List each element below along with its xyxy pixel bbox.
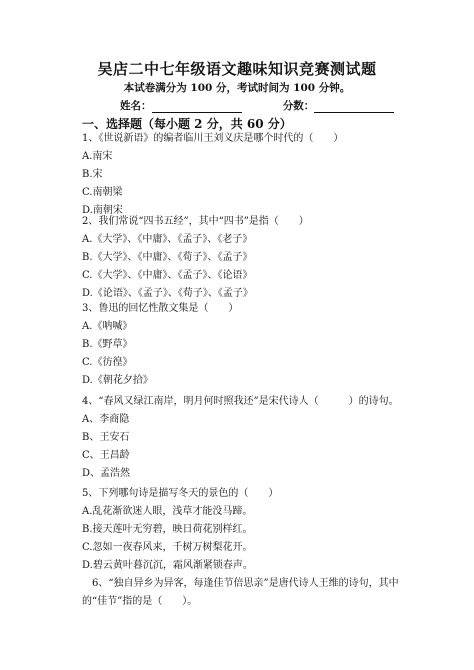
score-blank: [314, 101, 394, 113]
question-stem: 2、我们常说“四书五经”，其中“四书”是指（ ）: [82, 216, 309, 227]
question-stem: 1、《世说新语》的编者临川王刘义庆是哪个时代的（ ）: [82, 133, 344, 144]
question-4: [82, 393, 399, 483]
option-b: B、王安石: [82, 432, 130, 443]
question-6: [82, 575, 422, 611]
student-info-row: [120, 98, 394, 113]
option-b: B.接天莲叶无穷碧，映日荷花别样红。: [82, 524, 253, 535]
exam-subtitle: 本试卷满分为 100 分，考试时间为 100 分钟。: [123, 82, 351, 94]
option-a: A.南宋: [82, 151, 113, 162]
option-c: C.忽如一夜春风来，千树万树梨花开。: [82, 542, 253, 553]
option-c: C.《大学》、《中庸》、《孟子》、《论语》: [82, 270, 253, 281]
option-d: D.碧云黄叶暮沉沉，霜风渐紧锁春声。: [82, 560, 253, 571]
option-d: D、孟浩然: [82, 468, 131, 479]
name-label: 姓名：: [120, 100, 152, 112]
option-d: D.《朝花夕拾》: [82, 375, 153, 386]
name-blank: [152, 101, 242, 113]
option-c: C.《彷徨》: [82, 357, 133, 368]
question-3: [82, 300, 238, 390]
question-2: [82, 213, 309, 303]
option-b: B.《大学》、《中庸》、《荀子》、《孟子》: [82, 252, 253, 263]
option-d: D.南朝宋: [82, 205, 123, 216]
question-stem: 5、下列哪句诗是描写冬天的景色的（ ）: [82, 488, 279, 499]
option-b: B.宋: [82, 169, 103, 180]
exam-title: 吴店二中七年级语文趣味知识竞赛测试题: [97, 60, 377, 78]
question-1: [82, 130, 343, 220]
option-b: B.《野草》: [82, 339, 133, 350]
section-title: 一、选择题（每小题 2 分，共 60 分）: [82, 117, 292, 131]
option-a: A.乱花渐欲迷人眼，浅草才能没马蹄。: [82, 506, 253, 517]
question-stem: 6、“独自异乡为异客，每逢佳节倍思亲”是唐代诗人王维的诗句，其中的“佳节”指的是（ ）。: [82, 578, 399, 607]
option-c: C、王昌龄: [82, 450, 130, 461]
option-a: A.《大学》、《中庸》、《孟子》、《老子》: [82, 234, 253, 245]
question-stem: 4、“春风又绿江南岸，明月何时照我还”是宋代诗人（ ）的诗句。: [82, 396, 399, 407]
score-label: 分数：: [282, 100, 315, 112]
question-stem: 3、鲁迅的回忆性散文集是（ ）: [82, 303, 239, 314]
option-c: C.南朝梁: [82, 187, 123, 198]
option-d: D.《论语》、《孟子》、《荀子》、《孟子》: [82, 288, 253, 299]
option-a: A.《呐喊》: [82, 321, 133, 332]
question-5: [82, 485, 278, 575]
option-a: A、李商隐: [82, 414, 130, 425]
